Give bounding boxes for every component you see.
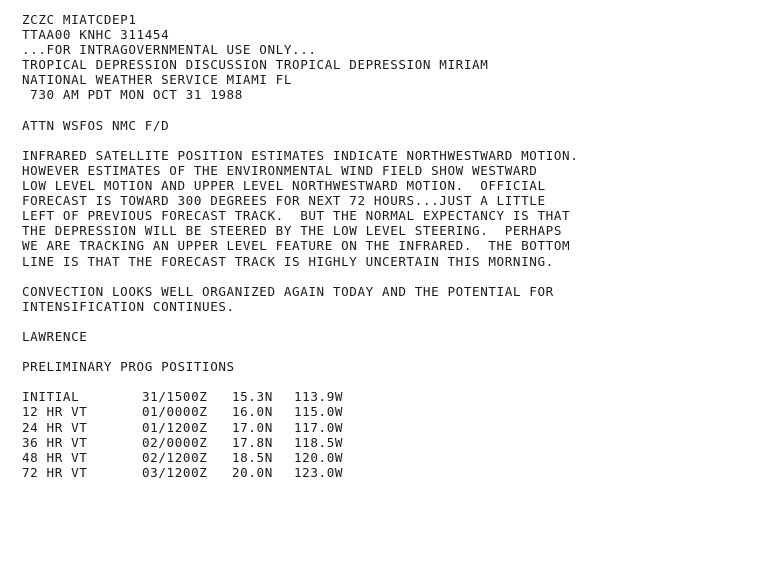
paragraph-line: HOWEVER ESTIMATES OF THE ENVIRONMENTAL WIND FIELD SHOW WESTWARD (22, 162, 538, 178)
spacer (22, 374, 752, 389)
discussion-document (22, 12, 752, 480)
spacer (22, 269, 752, 284)
row-latitude: 15.3N (232, 389, 273, 405)
row-latitude: 18.5N (232, 449, 273, 465)
row-latitude: 17.0N (232, 419, 273, 435)
attention-line: ATTN WSFOS NMC F/D (22, 117, 170, 133)
paragraph-line: INTENSIFICATION CONTINUES. (22, 298, 235, 314)
prog-title: PRELIMINARY PROG POSITIONS (22, 359, 235, 375)
header-line: TTAA00 KNHC 311454 (22, 27, 170, 43)
row-time: 02/0000Z (142, 434, 208, 450)
header-line: TROPICAL DEPRESSION DISCUSSION TROPICAL DEPRESSION MIRIAM (22, 57, 489, 73)
header-line: ZCZC MIATCDEP1 (22, 12, 137, 27)
row-longitude: 117.0W (294, 419, 344, 435)
row-time: 02/1200Z (142, 449, 208, 465)
header-block (22, 12, 752, 103)
spacer (22, 314, 752, 329)
spacer (22, 133, 752, 148)
table-row (22, 450, 752, 465)
paragraph-discussion (22, 148, 752, 269)
paragraph-line: LEFT OF PREVIOUS FORECAST TRACK. BUT THE NORMAL EXPECTANCY IS THAT (22, 208, 571, 224)
table-row (22, 420, 752, 435)
header-line: NATIONAL WEATHER SERVICE MIAMI FL (22, 72, 293, 88)
row-longitude: 118.5W (294, 434, 344, 450)
paragraph-line: LOW LEVEL MOTION AND UPPER LEVEL NORTHWESTWARD MOTION. OFFICIAL (22, 178, 546, 194)
spacer (22, 344, 752, 359)
row-longitude: 115.0W (294, 404, 344, 420)
row-latitude: 16.0N (232, 404, 273, 420)
row-label: 48 HR VT (22, 449, 88, 465)
spacer (22, 103, 752, 118)
row-longitude: 123.0W (294, 464, 344, 480)
table-row (22, 389, 752, 404)
header-line: 730 AM PDT MON OCT 31 1988 (22, 87, 243, 103)
row-label: 24 HR VT (22, 419, 88, 435)
forecaster-signature: LAWRENCE (22, 328, 88, 344)
row-time: 01/0000Z (142, 404, 208, 420)
row-label: 36 HR VT (22, 434, 88, 450)
row-time: 03/1200Z (142, 464, 208, 480)
paragraph-line: INFRARED SATELLITE POSITION ESTIMATES INDICATE NORTHWESTWARD MOTION. (22, 147, 579, 163)
table-row (22, 465, 752, 480)
table-row (22, 435, 752, 450)
prog-positions-table (22, 389, 752, 480)
row-label: 72 HR VT (22, 464, 88, 480)
paragraph-line: THE DEPRESSION WILL BE STEERED BY THE LOW LEVEL STEERING. PERHAPS (22, 223, 563, 239)
row-longitude: 120.0W (294, 449, 344, 465)
row-latitude: 20.0N (232, 464, 273, 480)
row-time: 01/1200Z (142, 419, 208, 435)
row-label: INITIAL (22, 389, 80, 405)
paragraph-line: WE ARE TRACKING AN UPPER LEVEL FEATURE ON THE INFRARED. THE BOTTOM (22, 238, 571, 254)
row-label: 12 HR VT (22, 404, 88, 420)
paragraph-line: CONVECTION LOOKS WELL ORGANIZED AGAIN TODAY AND THE POTENTIAL FOR (22, 283, 554, 299)
row-latitude: 17.8N (232, 434, 273, 450)
paragraph-line: FORECAST IS TOWARD 300 DEGREES FOR NEXT 72 HOURS...JUST A LITTLE (22, 193, 546, 209)
table-row (22, 404, 752, 419)
row-time: 31/1500Z (142, 389, 208, 405)
paragraph-line: LINE IS THAT THE FORECAST TRACK IS HIGHLY UNCERTAIN THIS MORNING. (22, 253, 554, 269)
header-line: ...FOR INTRAGOVERNMENTAL USE ONLY... (22, 42, 317, 58)
paragraph-convection (22, 284, 752, 314)
row-longitude: 113.9W (294, 389, 344, 405)
